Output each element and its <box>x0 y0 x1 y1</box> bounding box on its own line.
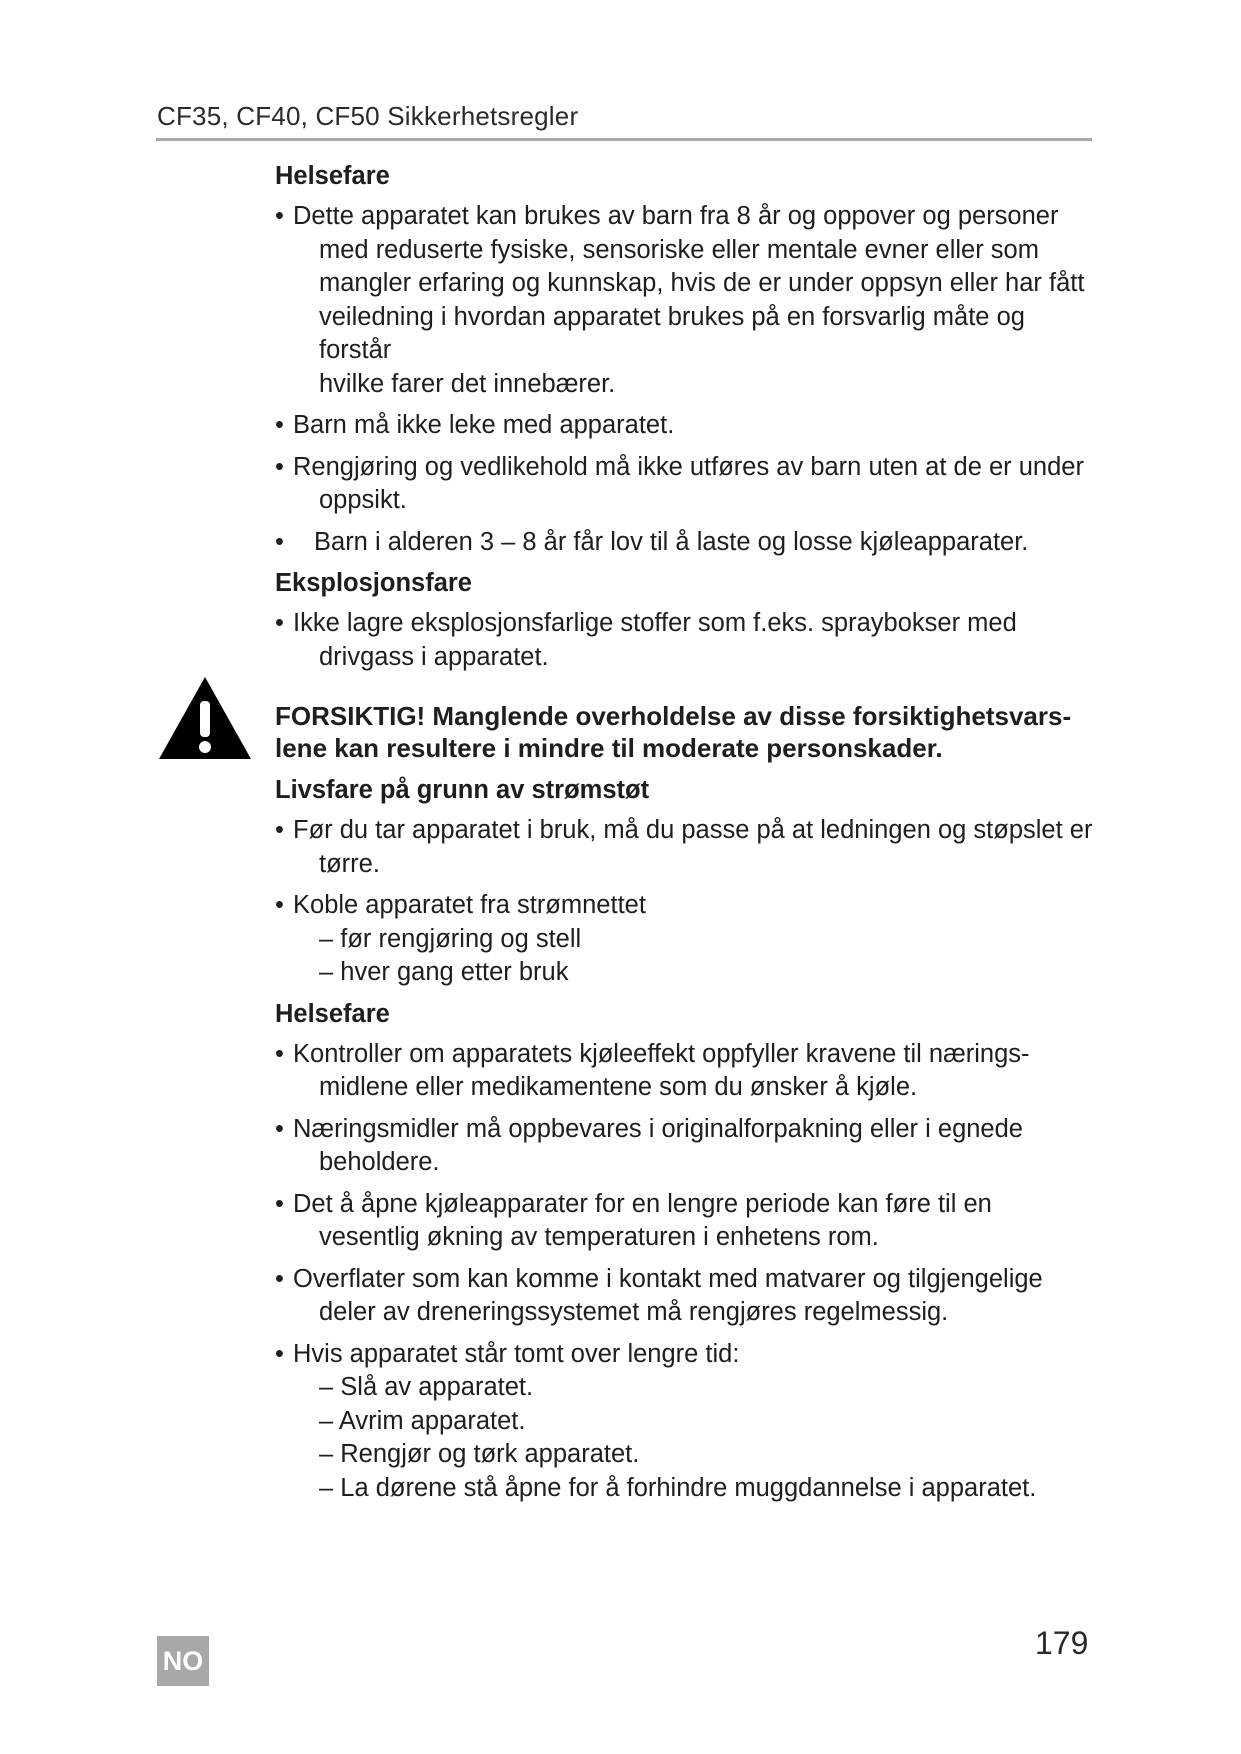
list-item-text: beholdere. <box>319 1148 440 1176</box>
bullet-mark: • <box>275 1264 284 1293</box>
list-item-text: veiledning i hvordan apparatet brukes på en forsvarlig måte og forstår <box>319 302 1025 364</box>
list-item <box>275 1263 1095 1330</box>
list-item <box>275 1038 1095 1105</box>
list-item-text: Dette apparatet kan brukes av barn fra 8 år og oppover og personer <box>293 202 1059 230</box>
header-divider <box>156 138 1092 141</box>
bullet-mark: • <box>275 609 284 637</box>
caution-line: lene kan resultere i mindre til moderate personskader. <box>275 733 943 763</box>
list-item-text: Ikke lagre eksplosjonsfarlige stoffer som f.eks. spraybokser med <box>293 609 1017 637</box>
list-item-text: Før du tar apparatet i bruk, må du passe på at ledningen og støpslet er <box>293 816 1093 844</box>
list-item-text: Koble apparatet fra strømnettet <box>293 891 646 919</box>
section-electric-shock <box>275 774 1095 990</box>
list-item <box>275 814 1095 881</box>
bullet-mark: • <box>275 202 284 230</box>
list-item <box>275 1113 1095 1180</box>
list-item-text: oppsikt. <box>319 486 407 514</box>
sub-list-item: – hver gang etter bruk <box>319 958 569 986</box>
list-item-text: hvilke farer det innebærer. <box>319 369 616 398</box>
bullet-mark: • <box>275 891 284 919</box>
page-number: 179 <box>1035 1625 1089 1661</box>
list-item <box>275 526 1095 560</box>
list-item-text: vesentlig økning av temperaturen i enhetens rom. <box>319 1223 879 1251</box>
safety-content <box>275 160 1095 1513</box>
list-item <box>275 200 1095 401</box>
section-health-1 <box>275 160 1095 559</box>
bullet-mark: • <box>275 452 284 481</box>
warning-triangle-icon <box>157 675 253 761</box>
section-heading: Helsefare <box>275 999 390 1028</box>
bullet-mark: • <box>275 1114 284 1143</box>
bullet-mark: • <box>275 411 284 439</box>
bullet-mark: • <box>275 1339 284 1368</box>
sub-list-item: – Slå av apparatet. <box>319 1373 534 1401</box>
bullet-mark: • <box>275 527 284 556</box>
list-item-text: mangler erfaring og kunnskap, hvis de er under oppsyn eller har fått <box>319 269 1085 297</box>
language-badge: NO <box>157 1636 209 1686</box>
list-item-text: Næringsmidler må oppbevares i originalforpakning eller i egnede <box>293 1114 1023 1143</box>
page-header-title: CF35, CF40, CF50 Sikkerhetsregler <box>157 101 579 131</box>
list-item-text: drivgass i apparatet. <box>319 642 549 671</box>
list-item <box>275 889 1095 990</box>
bullet-mark: • <box>275 1039 284 1068</box>
sub-list-item: – Avrim apparatet. <box>319 1406 526 1435</box>
sub-list-item: – før rengjøring og stell <box>319 924 582 953</box>
list-item <box>275 1188 1095 1255</box>
sub-list-item: – La dørene stå åpne for å forhindre muggdannelse i apparatet. <box>319 1473 1037 1502</box>
section-heading: Livsfare på grunn av strømstøt <box>275 776 650 804</box>
caution-text <box>275 700 1095 764</box>
list-item-text: midlene eller medikamentene som du ønsker å kjøle. <box>319 1073 918 1101</box>
list-item-text: Hvis apparatet står tomt over lengre tid: <box>293 1339 740 1368</box>
section-explosion <box>275 567 1095 674</box>
list-item-text: Overflater som kan komme i kontakt med matvarer og tilgjengelige <box>293 1264 1043 1293</box>
list-item-text: Rengjøring og vedlikehold må ikke utføres av barn uten at de er under <box>293 452 1084 481</box>
list-item-text: Det å åpne kjøleapparater for en lengre periode kan føre til en <box>293 1189 992 1218</box>
list-item <box>275 451 1095 518</box>
section-heading: Helsefare <box>275 162 390 190</box>
section-heading: Eksplosjonsfare <box>275 569 472 597</box>
list-item <box>275 607 1095 674</box>
bullet-mark: • <box>275 1189 284 1218</box>
sub-list-item: – Rengjør og tørk apparatet. <box>319 1440 640 1468</box>
list-item-text: tørre. <box>319 849 380 878</box>
list-item <box>275 1338 1095 1506</box>
list-item-text: Barn i alderen 3 – 8 år får lov til å laste og losse kjøleapparater. <box>314 527 1029 556</box>
bullet-mark: • <box>275 816 284 844</box>
list-item-text: Barn må ikke leke med apparatet. <box>293 411 675 439</box>
list-item-text: med reduserte fysiske, sensoriske eller mentale evner eller som <box>319 235 1039 264</box>
caution-notice <box>275 700 1095 764</box>
list-item-text: deler av dreneringssystemet må rengjøres regelmessig. <box>319 1298 949 1326</box>
list-item <box>275 409 1095 443</box>
caution-line: FORSIKTIG! Manglende overholdelse av disse forsiktighetsvars- <box>275 701 1072 731</box>
section-health-2 <box>275 998 1095 1506</box>
list-item-text: Kontroller om apparatets kjøleeffekt oppfyller kravene til nærings- <box>293 1039 1030 1068</box>
